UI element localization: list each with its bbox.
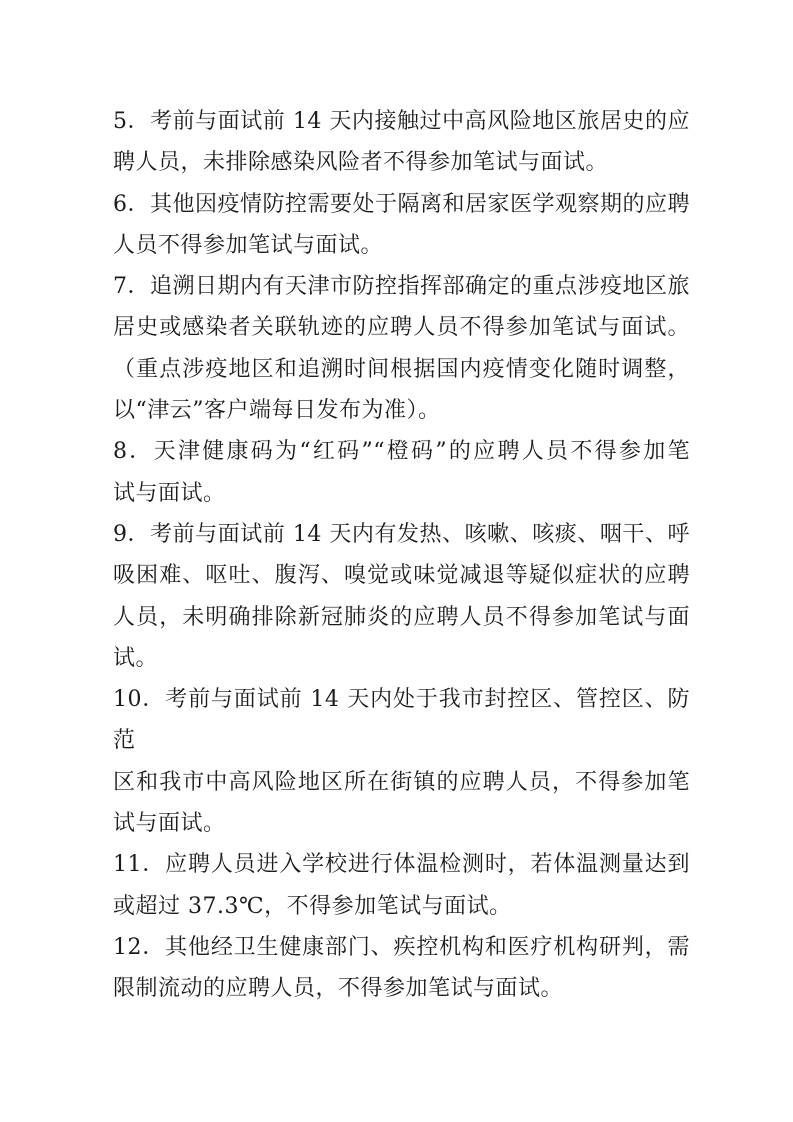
text-line: 人员，未明确排除新冠肺炎的应聘人员不得参加笔试与面 [113,604,690,630]
text-line: 11．应聘人员进入学校进行体温检测时，若体温测量达到 [113,852,690,878]
text-line: 5．考前与面试前 14 天内接触过中高风险地区旅居史的应 [113,109,690,134]
text-line: 聘人员，未排除感染风险者不得参加笔试与面试。 [113,150,609,176]
text-line: 试与面试。 [113,811,226,837]
text-line: 吸困难、呕吐、腹泻、嗅觉或味觉减退等疑似症状的应聘 [113,563,690,589]
text-line: 试。 [113,645,159,671]
paragraph-item-9 [113,514,690,679]
text-line: 限制流动的应聘人员，不得参加笔试与面试。 [113,976,564,1002]
document-body [113,101,690,1010]
text-line: 或超过 37.3℃，不得参加笔试与面试。 [113,893,512,919]
text-line: 12．其他经卫生健康部门、疾控机构和医疗机构研判，需 [113,934,690,960]
paragraph-item-10 [113,679,690,844]
text-line: 8．天津健康码为“红码”“橙码”的应聘人员不得参加笔 [113,439,690,465]
paragraph-item-7 [113,266,690,431]
text-line: 6．其他因疫情防控需要处于隔离和居家医学观察期的应聘 [113,191,690,217]
text-line: 9．考前与面试前 14 天内有发热、咳嗽、咳痰、咽干、呼 [113,521,690,547]
text-line: 人员不得参加笔试与面试。 [113,232,384,258]
text-line: 以“津云”客户端每日发布为准）。 [113,398,441,424]
text-line: 区和我市中高风险地区所在街镇的应聘人员，不得参加笔 [113,769,690,795]
paragraph-item-5 [113,101,690,184]
paragraph-item-11 [113,844,690,927]
text-line: 试与面试。 [113,480,226,506]
text-line: （重点涉疫地区和追溯时间根据国内疫情变化随时调整， [113,356,690,382]
text-line: 10．考前与面试前 14 天内处于我市封控区、管控区、防范 [113,687,690,754]
text-line: 7．追溯日期内有天津市防控指挥部确定的重点涉疫地区旅 [113,274,690,300]
paragraph-item-6 [113,184,690,267]
paragraph-item-8 [113,431,690,514]
text-line: 居史或感染者关联轨迹的应聘人员不得参加笔试与面试。 [113,315,690,341]
paragraph-item-12 [113,927,690,1010]
